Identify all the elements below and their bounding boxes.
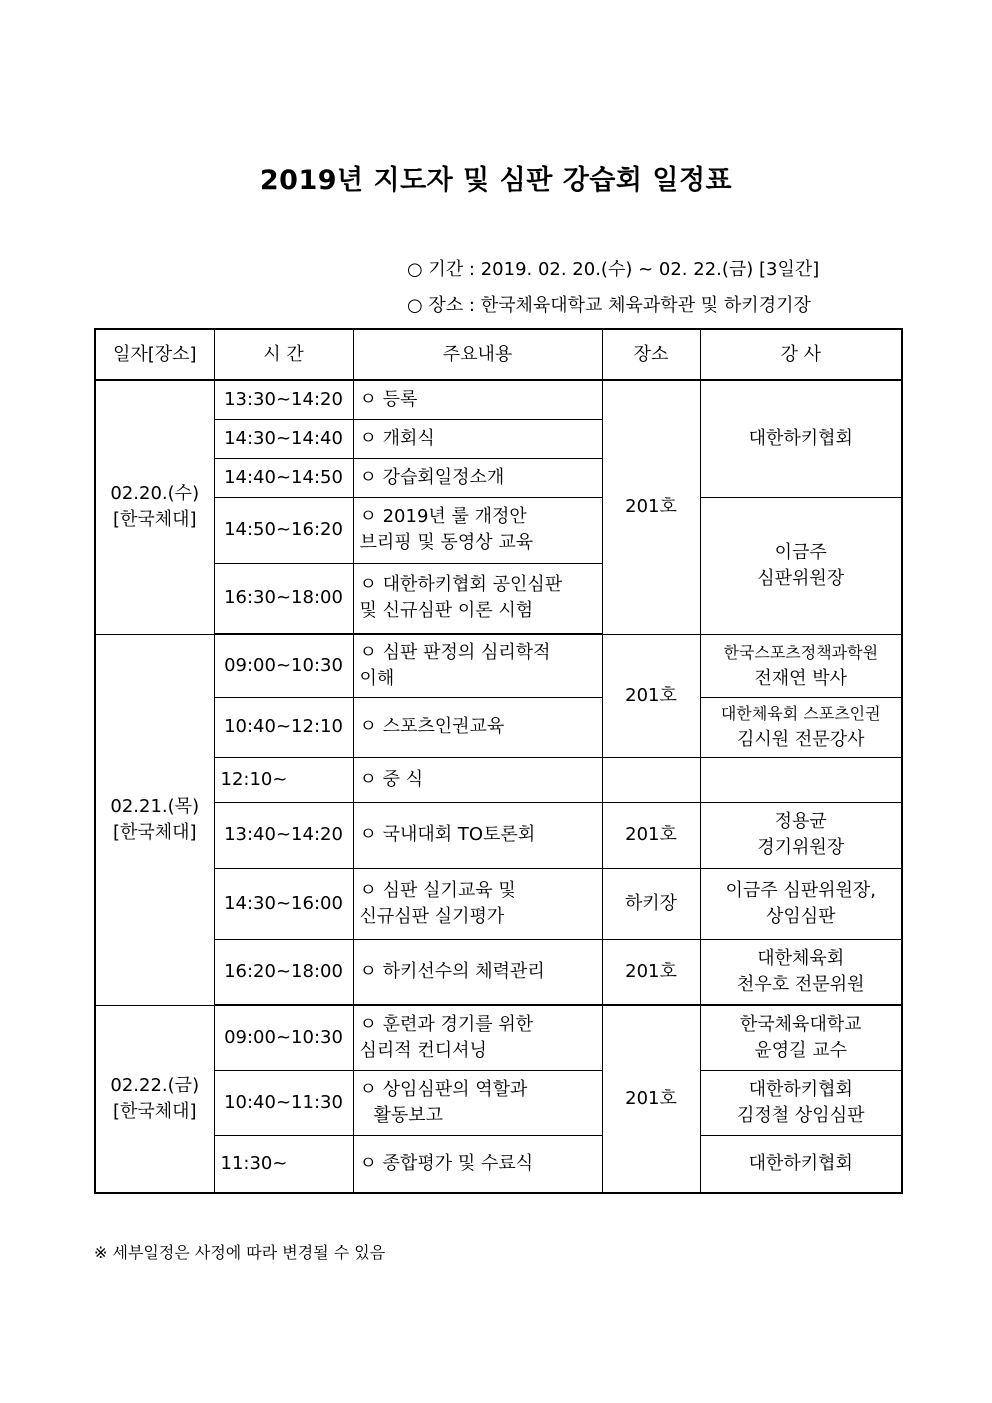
instructor-line: 천우호 전문위원 bbox=[737, 973, 865, 995]
day1-date: 02.20.(수) bbox=[110, 483, 200, 505]
instructor-cell bbox=[700, 868, 902, 939]
content-line: ㅇ 2019년 룰 개정안 bbox=[359, 506, 527, 527]
table-row bbox=[95, 1135, 902, 1193]
period-info: ○ 기간 : 2019. 02. 20.(수) ~ 02. 22.(금) [3일간] bbox=[407, 259, 820, 280]
schedule-table bbox=[94, 328, 903, 1194]
instructor-line: 정용균 bbox=[774, 811, 827, 832]
header-row bbox=[95, 329, 902, 380]
content-cell bbox=[353, 1005, 602, 1070]
content-line: 활동보고 bbox=[373, 1104, 444, 1126]
time-cell: 09:00~10:30 bbox=[214, 1005, 353, 1070]
time-cell: 11:30~ bbox=[214, 1135, 353, 1193]
header-room: 장소 bbox=[602, 329, 700, 380]
instructor-line: 경기위원장 bbox=[757, 837, 845, 858]
instructor-line: 윤영길 교수 bbox=[754, 1039, 848, 1061]
time-cell: 13:40~14:20 bbox=[214, 802, 353, 868]
content-line: 심리적 컨디셔닝 bbox=[359, 1039, 487, 1061]
content-cell bbox=[353, 458, 602, 497]
content-line: ㅇ 하키선수의 체력관리 bbox=[359, 960, 545, 982]
instructor-line: 김시원 전문강사 bbox=[737, 729, 865, 750]
content-line: ㅇ 등록 bbox=[359, 388, 418, 410]
content-line: ㅇ 스포츠인권교육 bbox=[359, 716, 505, 737]
time-cell: 10:40~12:10 bbox=[214, 697, 353, 757]
day1-place: [한국체대] bbox=[112, 509, 197, 531]
table-row bbox=[95, 757, 902, 802]
content-line: ㅇ 심판 실기교육 및 bbox=[359, 879, 516, 901]
table-row bbox=[95, 697, 902, 757]
time-cell: 14:30~16:00 bbox=[214, 868, 353, 939]
content-cell bbox=[353, 1135, 602, 1193]
instructor-line: 대한하키협회 bbox=[748, 1152, 853, 1174]
time-cell: 16:30~18:00 bbox=[214, 563, 353, 634]
header-content: 주요내용 bbox=[353, 329, 602, 380]
empty-room-cell bbox=[602, 757, 700, 802]
content-line: 신규심판 실기평가 bbox=[359, 905, 505, 927]
time-cell: 16:20~18:00 bbox=[214, 939, 353, 1005]
day2-room-top: 201호 bbox=[602, 634, 700, 757]
content-cell bbox=[353, 380, 602, 419]
instructor-cell bbox=[700, 634, 902, 697]
instructor-line: 한국체육대학교 bbox=[739, 1013, 862, 1035]
content-cell bbox=[353, 634, 602, 697]
instructor-cell bbox=[700, 1135, 902, 1193]
room-cell: 201호 bbox=[602, 939, 700, 1005]
instructor-line: 전재연 박사 bbox=[754, 667, 848, 689]
content-line: ㅇ 상임심판의 역할과 bbox=[359, 1078, 528, 1100]
instructor-line: 대한체육회 bbox=[757, 947, 845, 969]
time-cell: 14:40~14:50 bbox=[214, 458, 353, 497]
day2-place: [한국체대] bbox=[112, 821, 197, 843]
content-line: 브리핑 및 동영상 교육 bbox=[359, 532, 534, 553]
content-line: ㅇ 국내대회 TO토론회 bbox=[359, 824, 536, 845]
table-row bbox=[95, 1070, 902, 1135]
day1-room: 201호 bbox=[602, 380, 700, 634]
instructor-line: 대한하키협회 bbox=[748, 1078, 853, 1100]
instructor-line: 김정철 상임심판 bbox=[737, 1104, 865, 1126]
content-cell bbox=[353, 563, 602, 634]
instructor-line: 상임심판 bbox=[765, 905, 836, 927]
day2-date-cell bbox=[95, 634, 214, 1005]
header-time: 시 간 bbox=[214, 329, 353, 380]
page-title: 2019년 지도자 및 심판 강습회 일정표 bbox=[259, 165, 733, 196]
instructor-cell bbox=[700, 697, 902, 757]
table-row bbox=[95, 1005, 902, 1070]
content-line: ㅇ 종합평가 및 수료식 bbox=[359, 1152, 534, 1174]
content-cell bbox=[353, 419, 602, 458]
instructor-line: 대한체육회 스포츠인권 bbox=[720, 704, 881, 723]
day1-date-cell bbox=[95, 380, 214, 634]
day2-date: 02.21.(목) bbox=[110, 795, 200, 817]
time-cell: 09:00~10:30 bbox=[214, 634, 353, 697]
time-cell: 14:50~16:20 bbox=[214, 497, 353, 563]
content-cell bbox=[353, 868, 602, 939]
content-line: ㅇ 대한하키협회 공인심판 bbox=[359, 574, 563, 596]
footnote: ※ 세부일정은 사정에 따라 변경될 수 있음 bbox=[94, 1243, 386, 1262]
table-row bbox=[95, 634, 902, 697]
day1-instructor-b bbox=[700, 497, 902, 634]
content-line: ㅇ 훈련과 경기를 위한 bbox=[359, 1013, 534, 1035]
content-line: ㅇ 중 식 bbox=[359, 768, 424, 790]
content-line: ㅇ 심판 판정의 심리학적 bbox=[359, 641, 551, 663]
table-row bbox=[95, 868, 902, 939]
day3-room: 201호 bbox=[602, 1005, 700, 1193]
instructor-cell bbox=[700, 1070, 902, 1135]
instructor-line: 이금주 bbox=[774, 541, 827, 563]
venue-info: ○ 장소 : 한국체육대학교 체육과학관 및 하키경기장 bbox=[407, 295, 811, 316]
day3-place: [한국체대] bbox=[112, 1100, 197, 1122]
instructor-line: 한국스포츠정책과학원 bbox=[723, 642, 879, 662]
day3-date-cell bbox=[95, 1005, 214, 1193]
content-line: ㅇ 개회식 bbox=[359, 427, 435, 449]
content-cell bbox=[353, 697, 602, 757]
table-row bbox=[95, 497, 902, 563]
header-instructor: 강 사 bbox=[700, 329, 902, 380]
day1-instructor-a: 대한하키협회 bbox=[700, 380, 902, 497]
room-cell: 하키장 bbox=[602, 868, 700, 939]
content-cell bbox=[353, 757, 602, 802]
content-cell bbox=[353, 939, 602, 1005]
instructor-cell bbox=[700, 1005, 902, 1070]
time-cell: 10:40~11:30 bbox=[214, 1070, 353, 1135]
content-cell bbox=[353, 497, 602, 563]
time-cell: 12:10~ bbox=[214, 757, 353, 802]
content-line: 이해 bbox=[359, 667, 395, 689]
table-row bbox=[95, 802, 902, 868]
content-line: ㅇ 강습회일정소개 bbox=[359, 466, 505, 488]
instructor-line: 이금주 심판위원장, bbox=[725, 879, 877, 901]
table-row bbox=[95, 380, 902, 419]
header-date: 일자[장소] bbox=[95, 329, 214, 380]
instructor-cell bbox=[700, 802, 902, 868]
content-cell bbox=[353, 1070, 602, 1135]
table-row bbox=[95, 939, 902, 1005]
empty-instructor-cell bbox=[700, 757, 902, 802]
instructor-cell bbox=[700, 939, 902, 1005]
time-cell: 13:30~14:20 bbox=[214, 380, 353, 419]
instructor-line: 심판위원장 bbox=[757, 567, 845, 589]
content-line: 및 신규심판 이론 시험 bbox=[359, 600, 534, 622]
time-cell: 14:30~14:40 bbox=[214, 419, 353, 458]
room-cell: 201호 bbox=[602, 802, 700, 868]
content-cell bbox=[353, 802, 602, 868]
day3-date: 02.22.(금) bbox=[110, 1074, 200, 1096]
